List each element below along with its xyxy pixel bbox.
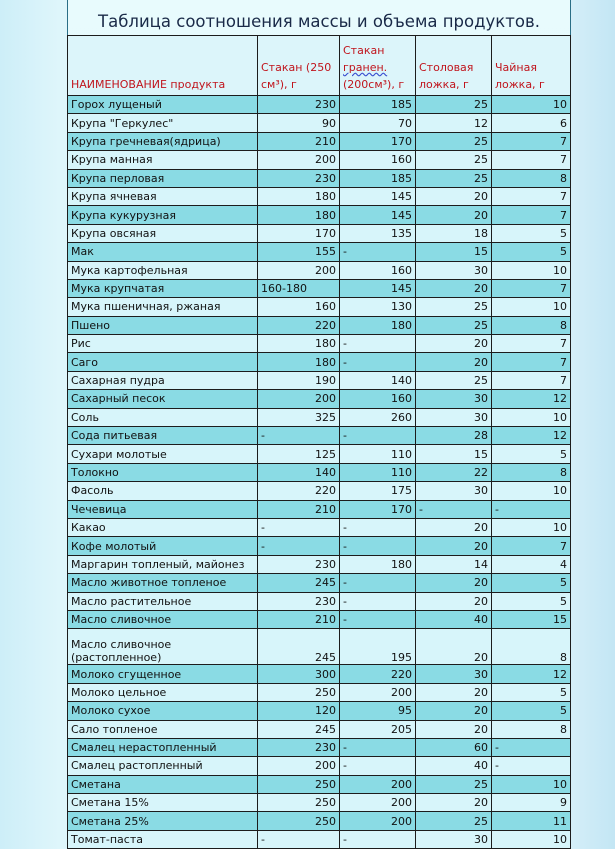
product-name: Сода питьевая [68,427,258,445]
tablespoon-value: 20 [416,574,492,592]
teaspoon-value: 10 [492,482,571,500]
glass-250-value: - [258,537,340,555]
product-name: Сметана [68,775,258,793]
glass-200-value: 195 [340,629,416,665]
glass-250-value: 245 [258,574,340,592]
product-name: Маргарин топленый, майонез [68,555,258,573]
teaspoon-value: 5 [492,683,571,701]
teaspoon-value: 12 [492,665,571,683]
glass-250-value: 200 [258,757,340,775]
glass-250-value: 180 [258,335,340,353]
page-title: Таблица соотношения массы и объема продуктов. [98,12,540,31]
teaspoon-value: 12 [492,427,571,445]
table-row [68,794,571,812]
teaspoon-value: 10 [492,830,571,848]
glass-250-value: 160 [258,298,340,316]
glass-250-value: - [258,427,340,445]
teaspoon-value: 10 [492,261,571,279]
product-name: Рис [68,335,258,353]
glass-200-value: - [340,335,416,353]
table-header-row [68,36,571,96]
teaspoon-value: 5 [492,702,571,720]
glass-250-value: 250 [258,775,340,793]
product-name: Сухари молотые [68,445,258,463]
table-row [68,610,571,628]
glass-250-value: 200 [258,261,340,279]
glass-200-value: 185 [340,96,416,114]
tablespoon-value: - [416,500,492,518]
tablespoon-value: 20 [416,794,492,812]
glass-200-value: 160 [340,261,416,279]
glass-200-value: 145 [340,187,416,205]
glass-250-value: 230 [258,555,340,573]
teaspoon-value: 5 [492,243,571,261]
glass-200-value: 170 [340,132,416,150]
teaspoon-value: 10 [492,298,571,316]
table-row [68,427,571,445]
glass-250-value: 220 [258,482,340,500]
glass-200-value: - [340,610,416,628]
glass-250-value: 190 [258,371,340,389]
table-row [68,279,571,297]
table-row [68,371,571,389]
product-name: Сало топленое [68,720,258,738]
teaspoon-value: 7 [492,187,571,205]
glass-200-value: 140 [340,371,416,389]
glass-200-value: - [340,830,416,848]
teaspoon-value: 10 [492,408,571,426]
table-row [68,518,571,536]
teaspoon-value: 7 [492,151,571,169]
product-name: Мука крупчатая [68,279,258,297]
product-name: Крупа овсяная [68,224,258,242]
tablespoon-value: 15 [416,445,492,463]
glass-250-value: 120 [258,702,340,720]
product-name: Крупа "Геркулес" [68,114,258,132]
table-row [68,206,571,224]
glass-250-value: 245 [258,629,340,665]
teaspoon-value: 7 [492,132,571,150]
teaspoon-value: 5 [492,445,571,463]
glass-200-value: 145 [340,279,416,297]
product-name: Томат-паста [68,830,258,848]
table-row [68,243,571,261]
tablespoon-value: 30 [416,390,492,408]
table-row [68,702,571,720]
tablespoon-value: 25 [416,298,492,316]
tablespoon-value: 40 [416,757,492,775]
tablespoon-value: 22 [416,463,492,481]
glass-250-value: 250 [258,794,340,812]
table-row [68,720,571,738]
glass-200-value: 200 [340,775,416,793]
table-row [68,169,571,187]
tablespoon-value: 20 [416,206,492,224]
document-page [67,0,571,848]
product-name: Масло животное топленое [68,574,258,592]
product-name: Фасоль [68,482,258,500]
product-name: Сметана 25% [68,812,258,830]
product-name: Крупа кукурузная [68,206,258,224]
teaspoon-value: 7 [492,371,571,389]
product-name: Масло сливочное [68,610,258,628]
teaspoon-value: 8 [492,316,571,334]
table-row [68,592,571,610]
tablespoon-value: 30 [416,482,492,500]
teaspoon-value: 6 [492,114,571,132]
table-row [68,353,571,371]
teaspoon-value: 5 [492,224,571,242]
tablespoon-value: 25 [416,169,492,187]
glass-250-value: 200 [258,151,340,169]
tablespoon-value: 20 [416,335,492,353]
glass-250-value: 230 [258,738,340,756]
product-name: Масло растительное [68,592,258,610]
teaspoon-value: 10 [492,518,571,536]
tablespoon-value: 20 [416,702,492,720]
product-name: Сахарный песок [68,390,258,408]
table-row [68,96,571,114]
header-glass-200 [340,36,416,96]
glass-200-value: 200 [340,794,416,812]
teaspoon-value: 7 [492,279,571,297]
tablespoon-value: 25 [416,371,492,389]
product-name: Мука картофельная [68,261,258,279]
table-row [68,408,571,426]
teaspoon-value: 8 [492,169,571,187]
teaspoon-value: - [492,500,571,518]
glass-250-value: 125 [258,445,340,463]
header-glass-200-line2: гранен. [343,61,388,74]
table-row [68,775,571,793]
teaspoon-value: 7 [492,537,571,555]
product-name: Кофе молотый [68,537,258,555]
glass-200-value: 200 [340,683,416,701]
table-row [68,738,571,756]
product-name: Крупа перловая [68,169,258,187]
glass-250-value: 230 [258,96,340,114]
glass-250-value: 170 [258,224,340,242]
teaspoon-value: 7 [492,335,571,353]
glass-250-value: 210 [258,132,340,150]
glass-200-value: 180 [340,555,416,573]
glass-250-value: 180 [258,353,340,371]
product-name: Смалец нерастопленный [68,738,258,756]
table-row [68,132,571,150]
glass-200-value: 260 [340,408,416,426]
tablespoon-value: 15 [416,243,492,261]
glass-200-value: 175 [340,482,416,500]
product-name: Пшено [68,316,258,334]
teaspoon-value: 15 [492,610,571,628]
product-name: Мак [68,243,258,261]
teaspoon-value: 8 [492,629,571,665]
table-row [68,224,571,242]
glass-200-value: 130 [340,298,416,316]
table-row [68,629,571,665]
tablespoon-value: 30 [416,830,492,848]
glass-200-value: 110 [340,463,416,481]
tablespoon-value: 30 [416,261,492,279]
glass-200-value: - [340,757,416,775]
glass-200-value: - [340,243,416,261]
teaspoon-value: 10 [492,96,571,114]
tablespoon-value: 20 [416,187,492,205]
teaspoon-value: 5 [492,574,571,592]
glass-200-value: 205 [340,720,416,738]
tablespoon-value: 25 [416,96,492,114]
glass-250-value: 230 [258,169,340,187]
tablespoon-value: 30 [416,408,492,426]
table-row [68,463,571,481]
table-row [68,537,571,555]
glass-200-value: 180 [340,316,416,334]
glass-250-value: 300 [258,665,340,683]
tablespoon-value: 20 [416,683,492,701]
table-row [68,316,571,334]
table-row [68,114,571,132]
glass-250-value: 230 [258,592,340,610]
table-row [68,665,571,683]
table-row [68,574,571,592]
glass-250-value: 220 [258,316,340,334]
product-name: Чечевица [68,500,258,518]
glass-200-value: 160 [340,151,416,169]
tablespoon-value: 12 [416,114,492,132]
table-row [68,500,571,518]
glass-250-value: 180 [258,187,340,205]
tablespoon-value: 25 [416,316,492,334]
header-name: НАИМЕНОВАНИЕ продукта [68,36,258,96]
tablespoon-value: 25 [416,812,492,830]
header-teaspoon: Чайная ложка, г [492,36,571,96]
tablespoon-value: 28 [416,427,492,445]
tablespoon-value: 20 [416,592,492,610]
table-row [68,151,571,169]
glass-250-value: 160-180 [258,279,340,297]
tablespoon-value: 25 [416,132,492,150]
glass-200-value: 145 [340,206,416,224]
product-name: Саго [68,353,258,371]
glass-200-value: 185 [340,169,416,187]
product-name: Крупа манная [68,151,258,169]
tablespoon-value: 20 [416,518,492,536]
tablespoon-value: 18 [416,224,492,242]
teaspoon-value: 8 [492,463,571,481]
glass-250-value: 245 [258,720,340,738]
glass-200-value: 220 [340,665,416,683]
teaspoon-value: 4 [492,555,571,573]
glass-200-value: - [340,537,416,555]
table-row [68,390,571,408]
glass-250-value: 200 [258,390,340,408]
teaspoon-value: 7 [492,206,571,224]
glass-250-value: 325 [258,408,340,426]
tablespoon-value: 14 [416,555,492,573]
teaspoon-value: 9 [492,794,571,812]
glass-250-value: 140 [258,463,340,481]
product-name: Мука пшеничная, ржаная [68,298,258,316]
tablespoon-value: 60 [416,738,492,756]
glass-250-value: 155 [258,243,340,261]
tablespoon-value: 20 [416,629,492,665]
table-row [68,445,571,463]
teaspoon-value: 8 [492,720,571,738]
product-name: Масло сливочное (растопленное) [68,629,258,665]
glass-200-value: - [340,427,416,445]
glass-250-value: 250 [258,812,340,830]
glass-250-value: 210 [258,500,340,518]
product-name: Толокно [68,463,258,481]
header-glass-250: Стакан (250 см³), г [258,36,340,96]
product-name: Крупа ячневая [68,187,258,205]
product-name: Молоко сухое [68,702,258,720]
product-name: Горох лущеный [68,96,258,114]
glass-200-value: 110 [340,445,416,463]
glass-250-value: 90 [258,114,340,132]
glass-200-value: 200 [340,812,416,830]
tablespoon-value: 25 [416,151,492,169]
glass-200-value: 170 [340,500,416,518]
teaspoon-value: 5 [492,592,571,610]
table-row [68,187,571,205]
glass-250-value: - [258,830,340,848]
product-name: Крупа гречневая(ядрица) [68,132,258,150]
table-row [68,261,571,279]
table-row [68,812,571,830]
tablespoon-value: 25 [416,775,492,793]
table-row [68,298,571,316]
tablespoon-value: 20 [416,279,492,297]
glass-200-value: - [340,592,416,610]
glass-200-value: 70 [340,114,416,132]
glass-200-value: 95 [340,702,416,720]
tablespoon-value: 20 [416,537,492,555]
product-name: Сметана 15% [68,794,258,812]
header-glass-200-line1: Стакан [343,44,385,57]
tablespoon-value: 20 [416,720,492,738]
table-row [68,757,571,775]
product-name: Какао [68,518,258,536]
teaspoon-value: 11 [492,812,571,830]
teaspoon-value: 7 [492,353,571,371]
product-name: Смалец растопленный [68,757,258,775]
glass-250-value: 210 [258,610,340,628]
product-name: Молоко сгущенное [68,665,258,683]
glass-250-value: 180 [258,206,340,224]
glass-200-value: 160 [340,390,416,408]
glass-200-value: - [340,518,416,536]
table-row [68,335,571,353]
teaspoon-value: 10 [492,775,571,793]
tablespoon-value: 30 [416,665,492,683]
table-row [68,482,571,500]
teaspoon-value: 12 [492,390,571,408]
glass-250-value: - [258,518,340,536]
product-name: Соль [68,408,258,426]
tablespoon-value: 20 [416,353,492,371]
product-name: Сахарная пудра [68,371,258,389]
tablespoon-value: 40 [416,610,492,628]
glass-200-value: - [340,574,416,592]
header-tablespoon: Столовая ложка, г [416,36,492,96]
table-row [68,555,571,573]
glass-200-value: - [340,738,416,756]
table-row [68,830,571,848]
glass-250-value: 250 [258,683,340,701]
teaspoon-value: - [492,757,571,775]
product-name: Молоко цельное [68,683,258,701]
glass-200-value: - [340,353,416,371]
teaspoon-value: - [492,738,571,756]
products-table [67,35,571,849]
glass-200-value: 135 [340,224,416,242]
header-glass-200-line3: (200см³), г [343,78,405,91]
table-row [68,683,571,701]
